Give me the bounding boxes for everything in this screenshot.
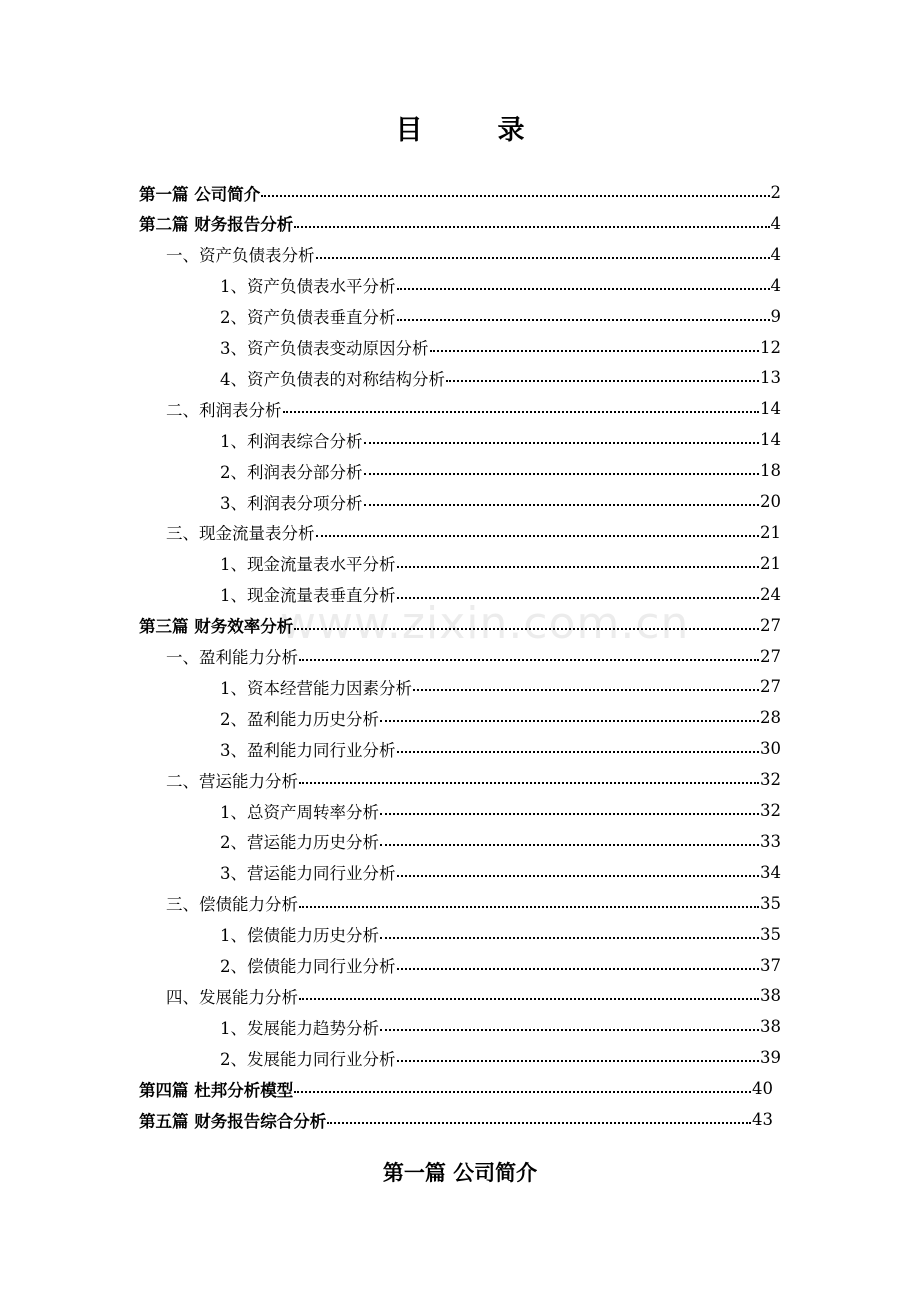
toc-entry-label: 2、资产负债表垂直分析 [220, 308, 396, 328]
toc-dot-leader [316, 256, 770, 259]
toc-dot-leader [294, 1090, 751, 1093]
toc-dot-leader [397, 287, 770, 290]
toc-dot-leader [380, 812, 759, 815]
toc-dot-leader [364, 503, 760, 506]
toc-entry[interactable] [220, 455, 781, 486]
toc-dot-leader [397, 967, 760, 970]
toc-entry-page-number: 4 [770, 244, 781, 264]
toc-entry-label: 3、资产负债表变动原因分析 [220, 339, 429, 358]
toc-dot-leader [283, 410, 760, 413]
toc-entry[interactable] [166, 641, 781, 672]
toc-title: 目 录 [395, 115, 549, 146]
toc-entry-label: 三、偿债能力分析 [166, 895, 298, 915]
toc-entry[interactable] [139, 208, 781, 239]
toc-dot-leader [294, 225, 769, 228]
toc-entry-label: 第一篇 公司简介 [139, 184, 261, 204]
toc-entry-label: 1、发展能力趋势分析 [220, 1018, 379, 1038]
toc-dot-leader [397, 874, 760, 877]
toc-entry-label: 2、发展能力同行业分析 [220, 1049, 396, 1069]
toc-entry[interactable] [220, 270, 781, 301]
toc-entry-label: 2、利润表分部分析 [220, 462, 363, 482]
toc-entry[interactable] [220, 950, 781, 981]
toc-entry-label: 第四篇 杜邦分析模型 [139, 1080, 294, 1100]
toc-entry-label: 四、发展能力分析 [166, 987, 298, 1007]
toc-entry-label: 一、盈利能力分析 [166, 648, 298, 667]
toc-entry[interactable] [220, 733, 781, 764]
toc-entry[interactable] [166, 517, 781, 548]
toc-entry-page-number: 21 [760, 522, 781, 542]
toc-entry-label: 第五篇 财务报告综合分析 [139, 1111, 327, 1131]
toc-entry-page-number: 38 [760, 1017, 781, 1037]
toc-entry[interactable] [220, 1042, 781, 1073]
toc-entry-page-number: 30 [760, 739, 781, 759]
toc-entry-label: 3、营运能力同行业分析 [220, 864, 396, 884]
toc-entry-page-number: 27 [760, 646, 781, 666]
watermark: www.zixin.com.cn [280, 598, 690, 649]
toc-entry-label: 1、现金流量表水平分析 [220, 555, 396, 575]
toc-dot-leader [413, 688, 759, 691]
toc-entry-label: 第二篇 财务报告分析 [139, 215, 294, 235]
toc-entry-label: 1、现金流量表垂直分析 [220, 586, 396, 606]
toc-entry-label: 1、利润表综合分析 [220, 431, 363, 451]
toc-entry-label: 二、营运能力分析 [166, 771, 298, 791]
toc-entry-page-number: 9 [770, 306, 781, 326]
toc-entry-page-number: 27 [760, 615, 781, 635]
toc-entry-page-number: 4 [770, 213, 781, 233]
toc-entry-page-number: 13 [760, 368, 781, 388]
toc-entry-label: 3、利润表分项分析 [220, 493, 363, 513]
toc-entry[interactable] [139, 610, 781, 641]
toc-entry-page-number: 2 [770, 183, 781, 202]
toc-dot-leader [397, 750, 760, 753]
toc-entry-page-number: 38 [760, 986, 781, 1006]
toc-entry-label: 2、营运能力历史分析 [220, 833, 379, 853]
toc-entry[interactable] [166, 239, 781, 270]
toc-entry[interactable] [220, 795, 781, 826]
toc-entry-label: 一、资产负债表分析 [166, 246, 315, 266]
toc-entry-label: 1、偿债能力历史分析 [220, 926, 379, 946]
toc-entry-page-number: 21 [760, 553, 781, 573]
toc-entry[interactable] [220, 919, 781, 950]
section-heading: 第一篇 公司简介 [382, 1161, 538, 1185]
toc-entry[interactable] [220, 424, 781, 455]
toc-dot-leader [261, 194, 769, 197]
toc-entry[interactable] [220, 826, 781, 857]
toc-entry-label: 1、资本经营能力因素分析 [220, 678, 412, 698]
toc-entry-label: 2、盈利能力历史分析 [220, 709, 379, 729]
toc-dot-leader [364, 441, 760, 444]
toc-dot-leader [299, 658, 759, 661]
toc-entry-page-number: 33 [760, 831, 781, 851]
toc-entry-page-number: 28 [760, 708, 781, 728]
toc-dot-leader [380, 719, 759, 722]
toc-entry[interactable] [166, 980, 781, 1011]
toc-entry-page-number: 12 [760, 337, 781, 357]
toc-dot-leader [294, 627, 759, 630]
toc-entry[interactable] [220, 332, 781, 363]
toc-dot-leader [299, 781, 759, 784]
toc-dot-leader [380, 936, 759, 939]
toc-entry[interactable] [220, 486, 781, 517]
toc-entry-label: 4、资产负债表的对称结构分析 [220, 369, 445, 389]
toc-dot-leader [397, 318, 770, 321]
toc-entry[interactable] [220, 671, 781, 702]
toc-entry[interactable] [166, 393, 781, 424]
toc-entry[interactable] [166, 888, 781, 919]
toc-entry[interactable] [139, 177, 781, 208]
toc-entry-page-number: 35 [760, 924, 781, 944]
toc-entry[interactable] [139, 1104, 773, 1135]
toc-dot-leader [327, 1121, 751, 1124]
toc-entry[interactable] [220, 857, 781, 888]
toc-entry-page-number: 32 [760, 801, 781, 820]
toc-entry-page-number: 14 [760, 399, 781, 419]
toc-entry[interactable] [220, 702, 781, 733]
toc-entry-label: 3、盈利能力同行业分析 [220, 740, 396, 760]
toc-entry-page-number: 18 [760, 461, 781, 481]
toc-dot-leader [380, 843, 759, 846]
toc-entry-page-number: 37 [760, 955, 781, 975]
toc-entry-label: 第三篇 财务效率分析 [139, 617, 294, 637]
toc-entry-page-number: 35 [760, 893, 781, 913]
toc-entry-label: 1、资产负债表水平分析 [220, 277, 396, 297]
toc-entry[interactable] [166, 764, 781, 795]
toc-dot-leader [397, 1059, 760, 1062]
toc-entry[interactable] [220, 301, 781, 332]
toc-entry-page-number: 34 [760, 862, 781, 882]
toc-entry-page-number: 40 [752, 1079, 773, 1099]
toc-entry-page-number: 20 [760, 492, 781, 511]
toc-dot-leader [430, 349, 760, 352]
toc-entry[interactable] [220, 362, 781, 393]
toc-entry-label: 三、现金流量表分析 [166, 524, 315, 544]
toc-entry-page-number: 39 [760, 1048, 781, 1068]
toc-entry-page-number: 4 [770, 275, 781, 295]
toc-entry[interactable] [139, 1073, 773, 1104]
toc-entry-label: 1、总资产周转率分析 [220, 802, 379, 822]
toc-entry-page-number: 24 [760, 584, 781, 604]
toc-entry[interactable] [220, 579, 781, 610]
toc-dot-leader [397, 565, 760, 568]
toc-entry-page-number: 32 [760, 770, 781, 790]
toc-dot-leader [380, 1028, 759, 1031]
toc-dot-leader [446, 379, 759, 382]
toc-entry-label: 2、偿债能力同行业分析 [220, 957, 396, 976]
toc-dot-leader [397, 596, 760, 599]
toc-entry-page-number: 27 [760, 677, 781, 697]
toc-dot-leader [316, 534, 760, 537]
toc-entry-page-number: 14 [760, 430, 781, 450]
toc-entry-page-number: 43 [752, 1110, 773, 1129]
toc-entry[interactable] [220, 548, 781, 579]
toc-entry[interactable] [220, 1011, 781, 1042]
toc-dot-leader [299, 997, 759, 1000]
toc-dot-leader [299, 905, 759, 908]
toc-dot-leader [364, 472, 760, 475]
toc-entry-label: 二、利润表分析 [166, 400, 282, 420]
